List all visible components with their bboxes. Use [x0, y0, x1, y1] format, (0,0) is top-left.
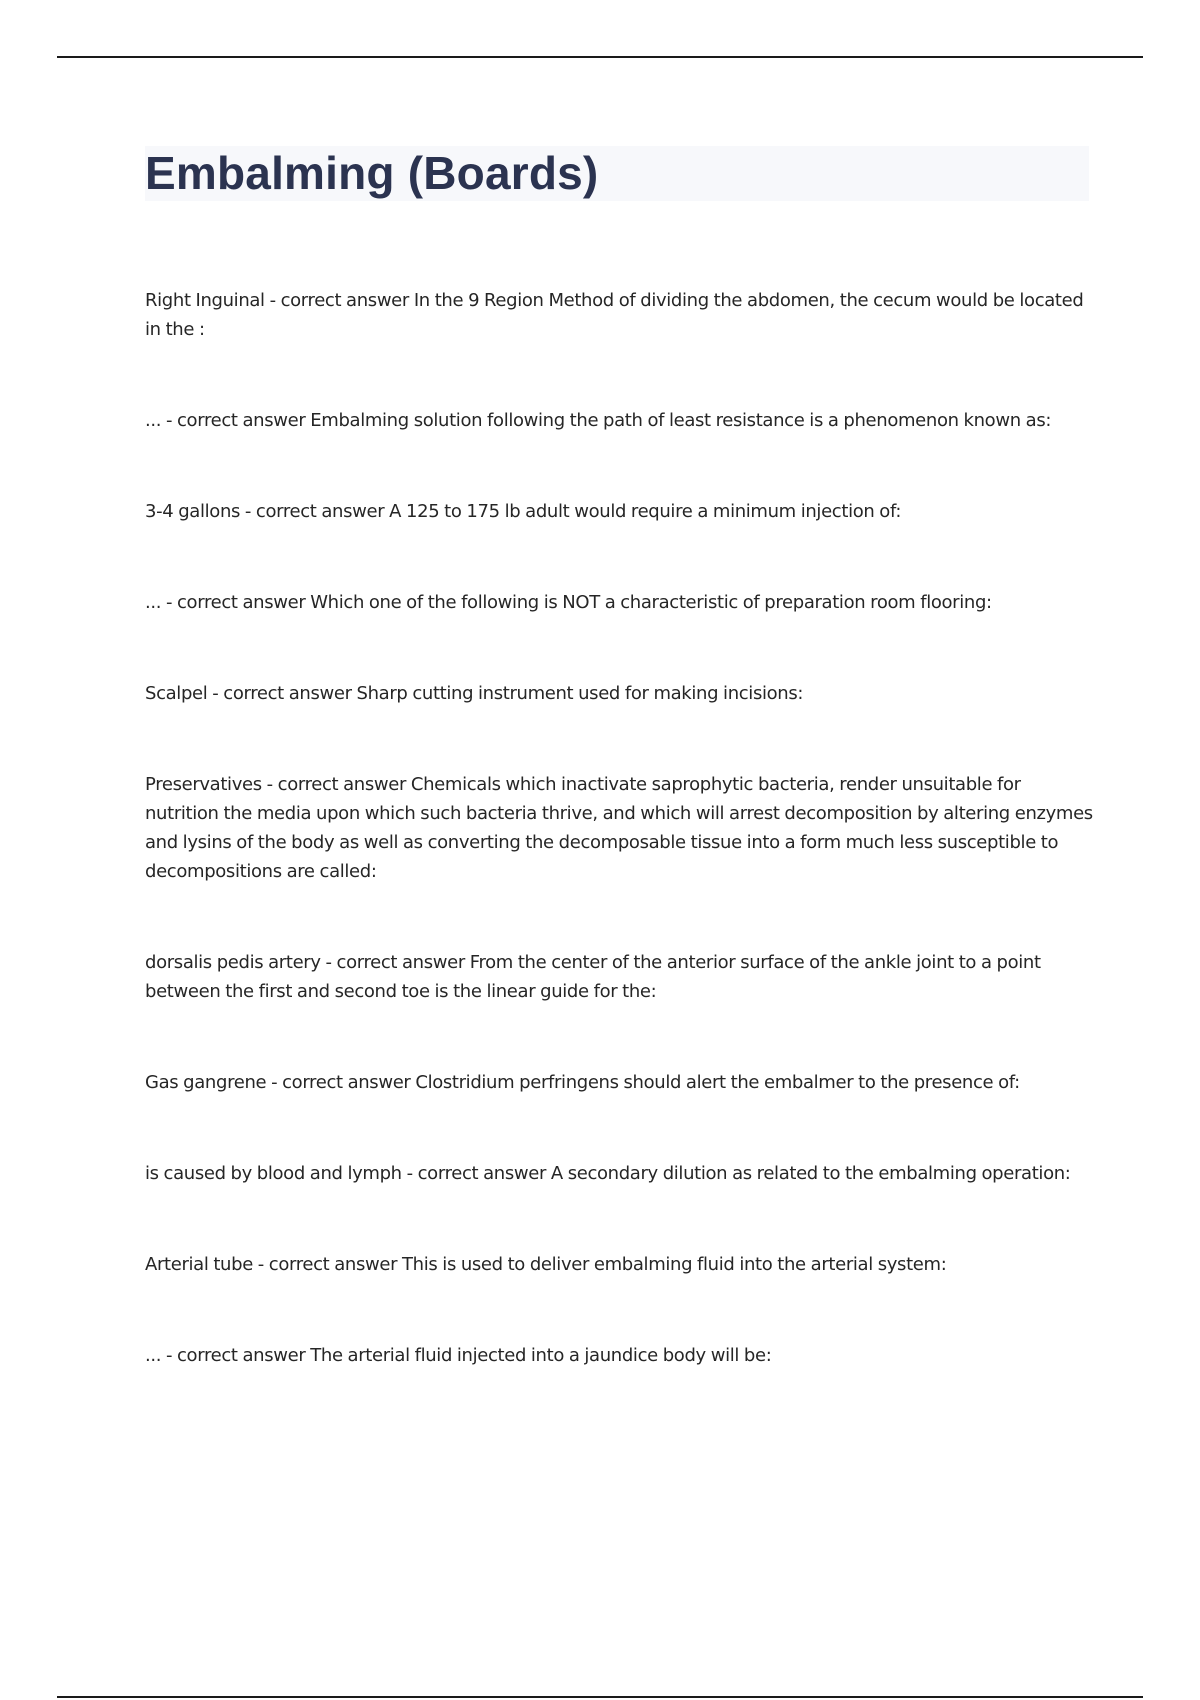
qa-item: 3-4 gallons - correct answer A 125 to 175 lb adult would require a minimum injection of:	[145, 501, 902, 522]
bottom-rule	[57, 1696, 1143, 1698]
qa-item: Right Inguinal - correct answer In the 9 Region Method of dividing the abdomen, the cecum would be located in the :	[145, 290, 1084, 340]
qa-item: ... - correct answer Which one of the following is NOT a characteristic of preparation room flooring:	[145, 592, 992, 613]
page-title: Embalming (Boards)	[145, 147, 599, 199]
qa-list	[145, 286, 1095, 1432]
qa-item: Preservatives - correct answer Chemicals which inactivate saprophytic bacteria, render unsuitable for nutrition the media upon which such bacteria thrive, and which will arrest decomposition by altering enzymes and lysins of the body as well as converting the decomposable tissue into a form much less susceptible to decompositions are called:	[145, 774, 1093, 882]
qa-item: Arterial tube - correct answer This is used to deliver embalming fluid into the arterial system:	[145, 1254, 947, 1275]
qa-item: Scalpel - correct answer Sharp cutting instrument used for making incisions:	[145, 683, 804, 704]
qa-item: dorsalis pedis artery - correct answer From the center of the anterior surface of the ankle joint to a point between the first and second toe is the linear guide for the:	[145, 952, 1041, 1002]
qa-item: Gas gangrene - correct answer Clostridium perfringens should alert the embalmer to the presence of:	[145, 1072, 1020, 1093]
qa-item: ... - correct answer Embalming solution following the path of least resistance is a phenomenon known as:	[145, 410, 1052, 431]
top-rule	[57, 56, 1143, 58]
qa-item: is caused by blood and lymph - correct answer A secondary dilution as related to the embalming operation:	[145, 1163, 1071, 1184]
qa-item: ... - correct answer The arterial fluid injected into a jaundice body will be:	[145, 1345, 772, 1366]
